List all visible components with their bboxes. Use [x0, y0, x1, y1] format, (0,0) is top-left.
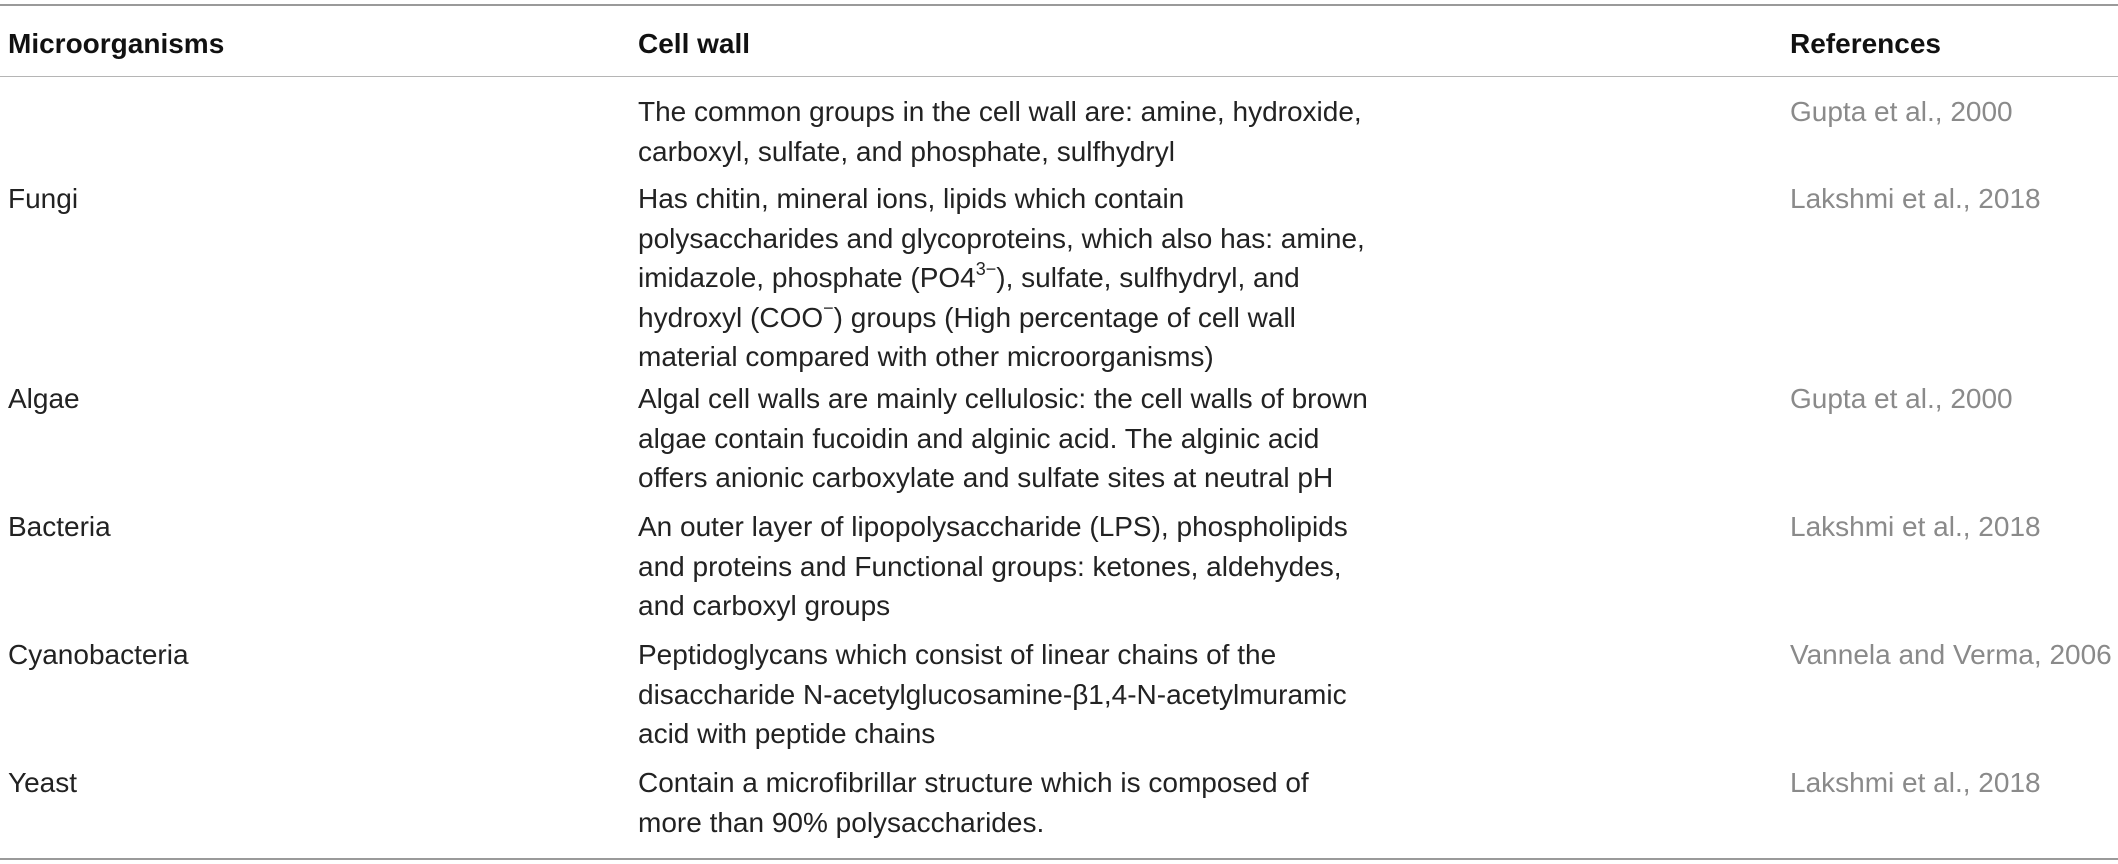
cell-wall-cell [638, 763, 1758, 842]
table-body [0, 92, 2118, 853]
cell-wall-cell [638, 379, 1758, 498]
header-microorganisms: Microorganisms [8, 28, 225, 59]
organism-cell: Fungi [8, 183, 79, 214]
table-row [0, 379, 2118, 507]
cell-wall-line: carboxyl, sulfate, and phosphate, sulfhydryl [638, 135, 1175, 167]
cell-wall-line: material compared with other microorganisms) [638, 341, 1214, 373]
organism-cell: Cyanobacteria [8, 639, 189, 670]
table-row [0, 507, 2118, 635]
table-row [0, 763, 2118, 853]
cell-wall-line: Has chitin, mineral ions, lipids which contain [638, 183, 1185, 214]
cell-wall-line: The common groups in the cell wall are: amine, hydroxide, [638, 96, 1362, 127]
reference-cell: Gupta et al., 2000 [1790, 96, 2013, 127]
reference-cell: Lakshmi et al., 2018 [1790, 511, 2041, 542]
cell-wall-cell [638, 507, 1758, 626]
table-header-row [0, 4, 2118, 76]
cell-wall-text: hydroxyl (COO [638, 301, 824, 333]
cell-wall-line: and proteins and Functional groups: ketones, aldehydes, [638, 550, 1342, 582]
table-bottom-rule [0, 858, 2118, 860]
cell-wall-text: ) groups (High percentage of cell wall [833, 301, 1296, 333]
reference-cell: Gupta et al., 2000 [1790, 383, 2013, 414]
cell-wall-line: offers anionic carboxylate and sulfate sites at neutral pH [638, 462, 1334, 494]
table-row [0, 635, 2118, 763]
cell-wall-line: Algal cell walls are mainly cellulosic: the cell walls of brown [638, 383, 1368, 414]
reference-cell: Lakshmi et al., 2018 [1790, 183, 2041, 214]
reference-cell: Lakshmi et al., 2018 [1790, 767, 2041, 798]
reference-cell: Vannela and Verma, 2006 [1790, 639, 2112, 670]
cell-wall-cell [638, 92, 1758, 171]
table-header-rule [0, 76, 2118, 77]
table-row [0, 92, 2118, 179]
cell-wall-line: An outer layer of lipopolysaccharide (LPS), phospholipids [638, 511, 1348, 542]
superscript: − [823, 298, 834, 319]
header-references: References [1790, 28, 1941, 59]
cell-wall-line: Contain a microfibrillar structure which is composed of [638, 767, 1309, 798]
cell-wall-line [638, 258, 1758, 298]
cell-wall-text: ), sulfate, sulfhydryl, and [996, 262, 1300, 294]
cell-wall-line [638, 298, 1758, 338]
header-cell-wall: Cell wall [638, 28, 751, 59]
cell-wall-cell [638, 179, 1758, 377]
cell-wall-line: acid with peptide chains [638, 718, 936, 750]
cell-wall-text: imidazole, phosphate (PO4 [638, 262, 976, 294]
cell-wall-line: Peptidoglycans which consist of linear chains of the [638, 639, 1277, 670]
organism-cell: Yeast [8, 767, 78, 798]
cell-wall-line: algae contain fucoidin and alginic acid. The alginic acid [638, 422, 1320, 454]
table-row [0, 179, 2118, 379]
cell-wall-line: disaccharide N-acetylglucosamine-β1,4-N-acetylmuramic [638, 678, 1347, 710]
cell-wall-cell [638, 635, 1758, 754]
cell-wall-line: polysaccharides and glycoproteins, which also has: amine, [638, 222, 1365, 254]
organism-cell: Bacteria [8, 511, 111, 542]
cell-wall-line: and carboxyl groups [638, 590, 891, 622]
superscript: 3− [975, 258, 997, 279]
organism-cell: Algae [8, 383, 80, 414]
cell-wall-line: more than 90% polysaccharides. [638, 806, 1045, 838]
